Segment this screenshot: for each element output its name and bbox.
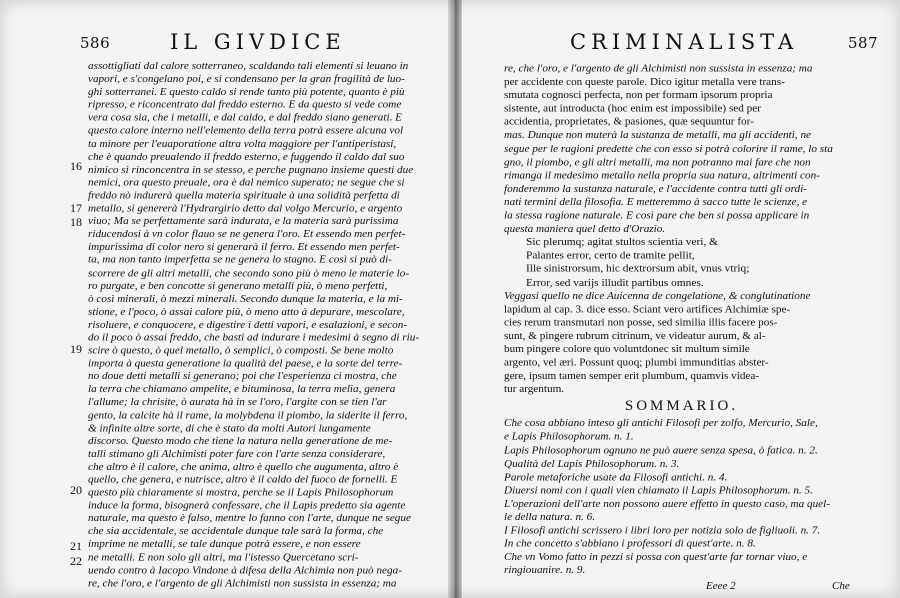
text-line: questo calore interno nell'elemento della terra potrà essere alcuna vol <box>88 125 404 137</box>
text-line: nati termini della filosofia. E metteremmo à sacco tutte le scienze, e <box>504 196 808 208</box>
text-line: ne metalli. E non solo gli altri, ma l'istesso Quercetano scri- <box>88 552 359 564</box>
text-line: induce la forma, bisognerà confessare, che il Lapis predetto sia agente <box>88 500 406 512</box>
running-head-right: CRIMINALISTA <box>570 30 799 54</box>
text-line: importa à questa generatione la qualità del paese, e la sorte del terre- <box>88 358 403 370</box>
text-line: gento, la calcite hà il rame, la molybdena il piombo, la siderite il ferro, <box>88 409 408 421</box>
text-line: ò così minerali, ò mezzi minerali. Secondo dunque la materia, e la mi- <box>88 293 403 305</box>
text-line: per accidente con queste parole. Dico igitur metalla vere trans- <box>504 76 785 88</box>
text-line: vapori, e s'congelano poi, e si condensano per la gran fragilità de luo- <box>88 73 405 85</box>
text-line: che sia accidentale, se accidentale dunque tale sarà la forma, che <box>88 526 384 538</box>
text-line: Sic plerumq; agitat stultos scientia veri, & <box>526 236 719 249</box>
margin-number: 18 <box>70 215 82 230</box>
text-line: discorso. Questo modo che tiene la natura nella generatione de me- <box>88 435 393 447</box>
catchword: Che <box>832 580 850 592</box>
text-line: ta, ma non tanto imperfetta se ne genera lo stagno. E così si può di- <box>88 254 392 266</box>
text-line: In che concetto s'abbiano i professori di quest'arte. n. 8. <box>504 538 756 550</box>
page-number-left: 586 <box>80 34 111 52</box>
text-line: fonderemmo la sustanza naturale, e l'accidente contra tutti gli ordi- <box>504 183 807 195</box>
text-line: Lapis Philosophorum ognuno ne può auere senza spesa, ò fatica. n. 2. <box>504 444 818 457</box>
text-line: rimanga il medesimo metallo nella propria sua natura, altrimenti con- <box>504 169 820 182</box>
text-line: Ille sinistrorsum, hic dextrorsum abit, vnus vtriq; <box>526 263 750 275</box>
text-line: metallo, si genererà l'Hydrargirio detto dal volgo Mercurio, e argento <box>88 203 403 215</box>
text-line: questo più chiaramente si mostra, perche se il Lapis Philosophorum <box>88 487 394 499</box>
right-page-text-block <box>504 62 859 577</box>
text-line: lapidum al cap. 3. dice esso. Sciant vero artifices Alchimiæ spe- <box>504 303 791 315</box>
text-line: no doue detti metalli si generano; poi che l'esperienza ci mostra, che <box>88 371 397 383</box>
margin-number: 21 <box>70 539 82 554</box>
text-line: vera cosa sia, che i metalli, e dal caldo, e dal freddo siano generati. E <box>88 112 403 124</box>
text-line: cies rerum transmutari non posse, sed similia illis facere pos- <box>504 316 778 329</box>
text-line: tur argentum. <box>504 383 565 396</box>
running-head-left: IL GIVDICE <box>170 30 346 54</box>
margin-number: 17 <box>70 201 82 215</box>
text-line: che altro è il calore, che anima, altro è quello che augumenta, altro è <box>88 461 399 473</box>
text-line: gno, il piombo, e gli altri metalli, ma non potranno mai fare che non <box>504 156 811 168</box>
text-line: ripresso, e riconcentrato dal freddo esterno. E da questo si vede come <box>88 99 402 111</box>
text-line: che è quando preualendo il freddo esterno, e fuggendo il caldo dal suo <box>88 151 405 163</box>
text-line: quello, che genera, e nutrisce, altro è il caldo del fuoco de fornelli. E <box>88 474 398 486</box>
text-line: la stessa ragione naturale. E così pare che ben si possa applicare in <box>504 209 810 222</box>
text-line: Qualità del Lapis Philosophorum. n. 3. <box>504 458 680 470</box>
text-line: sunt, & pingere rubrum citrinum, ve videatur aurum, & al- <box>504 330 766 342</box>
text-line: uendo contro à Iacopo Vindone à difesa della Alchimia non può nega- <box>88 564 402 576</box>
text-line: assottigliati dal calore sotterraneo, scaldando tali elementi si leuano in <box>88 60 409 72</box>
text-line: naturale, ma questo è falso, mentre lo fanno con l'arte, dunque ne segue <box>88 513 411 525</box>
margin-number: 19 <box>70 342 82 356</box>
page-number-right: 587 <box>848 34 879 52</box>
text-line: argento, vel æri. Possunt quoq; plumbi immunditias abster- <box>504 357 769 369</box>
text-line: impurissima di color nero si generarà il ferro. Et essendo men perfet- <box>88 241 400 253</box>
text-line: la terra che chiamano ampelite, e bituminosa, la terra melia, genera <box>88 384 396 396</box>
text-line: Parole metaforiche usate da Filosofi antichi. n. 4. <box>504 471 728 483</box>
text-line: bum pingere colore quo voluntdonec sit multum simile <box>504 343 750 356</box>
text-line: accidentia, proprietates, & pasiones, quæ sequuntur for- <box>504 116 754 128</box>
text-line: segue per le ragioni predette che con esso si potrà colorire il rame, lo sta <box>504 143 833 155</box>
text-line: scire ò questo, ò quel metallo, ò semplici, ò composti. Se bene molto <box>88 345 394 357</box>
text-line: ro purgate, e ben concotte si generano metalli più, ò meno perfetti, <box>88 280 388 292</box>
text-line: viuo; Ma se perfettamente sarà indurata, e la materia sarà purissima <box>88 215 399 228</box>
text-line: questa maniera quel detto d'Orazio. <box>504 223 666 235</box>
text-line: nemici, ora questo preuale, ora è dal nemico superato; ne segue che si <box>88 177 405 189</box>
text-line: Error, sed varijs illudit partibus omnes. <box>526 276 704 289</box>
text-line: freddo nò indurerà quella materia spirituale à una solidità perfetta di <box>88 190 400 202</box>
text-line: & infinite altre sorte, di che è stato da molti Autori lungamente <box>88 422 371 434</box>
margin-number: 22 <box>70 553 82 568</box>
book-gutter <box>448 0 462 598</box>
summary-heading: SOMMARIO. <box>624 399 739 415</box>
text-line: sistente, aut introducta (hoc enim est impossibile) sed per <box>504 103 761 115</box>
margin-number: 20 <box>70 483 82 497</box>
text-line: l'allume; la chrisite, ò aurata hà in se l'oro, l'argite con se tien l'ar <box>88 396 387 408</box>
text-line: riducendosi à vn color flauo se ne genera l'oro. Et essendo men perfet- <box>88 228 406 240</box>
margin-number: 16 <box>70 158 82 173</box>
text-line: Che vn Vomo fatto in pezzi si possa con quest'arte far tornar viuo, e <box>504 551 808 564</box>
left-page-text-block <box>88 60 444 590</box>
text-line: imprime ne metalli, se tale dunque potrà essere, e non essere <box>88 539 361 551</box>
right-page <box>462 0 900 598</box>
text-line: nimico si rinconcentra in se stesso, e perche pugnano insieme questi due <box>88 164 414 176</box>
text-line: risoluere, e conquocere, e digestire i detti vapori, e esalazioni, e secon- <box>88 319 408 331</box>
text-line: Veggasi quello ne dice Auicenna de congelatione, & conglutinatione <box>504 290 811 302</box>
text-line: le della natura. n. 6. <box>504 511 596 523</box>
text-line: ghi sotterranei. E questo caldo si rende tanto più potente, quanto è più <box>88 86 405 98</box>
text-line: re, che l'oro, e l'argento de gli Alchimisti non sussista in essenza; ma <box>504 62 813 75</box>
text-line: I Filosofi antichi scrissero i libri loro per notizia solo de figliuoli. n. 7. <box>504 524 821 537</box>
text-line: stione, e l'poco, ò assai calore più, ò meno atto à depurare, mescolare, <box>88 306 405 318</box>
text-line: ringiouanire. n. 9. <box>504 565 586 577</box>
text-line: mas. Dunque non muterà la sustanza de metalli, ma gli accidenti, ne <box>504 129 812 142</box>
text-line: Che cosa abbiano inteso gli antichi Filosofi per zolfo, Mercurio, Sale, <box>504 417 818 430</box>
text-line: ta minore per l'euaporatione altra volta maggiore per l'antiperistasi, <box>88 138 397 150</box>
text-line: do il poco ò assai freddo, che basti ad indurare i medesimi à segno di riu- <box>88 332 420 344</box>
text-line: Palantes error, certo de tramite pellit, <box>526 250 695 262</box>
text-line: e Lapis Philosophorum. n. 1. <box>504 431 634 443</box>
text-line: gere, ipsum tamen semper erit plumbum, quamvis videa- <box>504 370 760 382</box>
text-line: scorrere de gli altri metalli, che secondo sono più ò meno le materie lo- <box>88 267 410 279</box>
text-line: L'operazioni dell'arte non possono auere effetto in questo caso, ma quel- <box>504 498 830 510</box>
text-line: re, che l'oro, e l'argento de gli Alchimisti non sussista in essenza; ma <box>88 577 397 589</box>
signature-mark: Eeee 2 <box>706 580 736 592</box>
text-line: talli stimano gli Alchimisti poter fare con l'arte senza considerare, <box>88 448 386 460</box>
text-line: Diuersi nomi con i quali vien chiamato il Lapis Philosophorum. n. 5. <box>504 484 813 497</box>
text-line: smutata cognosci perfecta, non per formam ipsorum propria <box>504 89 773 102</box>
